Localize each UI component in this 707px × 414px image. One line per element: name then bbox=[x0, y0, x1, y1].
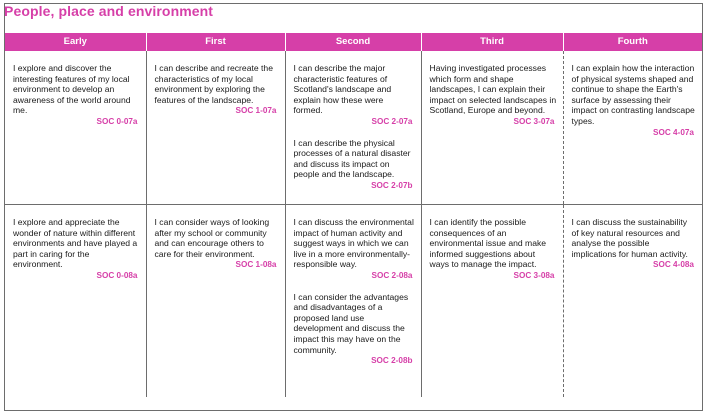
outcome-code: SOC 4-08a bbox=[653, 260, 694, 270]
outcome-code: SOC 3-07a bbox=[513, 116, 555, 126]
table-cell-early bbox=[5, 205, 146, 398]
table-cell-second bbox=[285, 205, 421, 398]
table-cell-third bbox=[421, 51, 563, 205]
outcome-text: I can discuss the sustainability of key natural resources and analyse the possible implications for human activity. bbox=[571, 217, 688, 259]
outcome-block bbox=[294, 138, 415, 192]
outcome-text: I can identify the possible consequences of an environmental issue and make informed suggestions about ways to manage the impact. bbox=[429, 217, 547, 270]
column-header-second: Second bbox=[285, 33, 421, 51]
table-cell-first bbox=[146, 205, 285, 398]
curriculum-table bbox=[5, 33, 702, 397]
outcome-code: SOC 1-08a bbox=[235, 260, 277, 270]
outcome-block bbox=[294, 292, 415, 367]
outcome-code: SOC 0-08a bbox=[96, 270, 138, 280]
outcome-code: SOC 0-07a bbox=[96, 116, 138, 126]
table-cell-early bbox=[5, 51, 146, 205]
table-cell-fourth bbox=[563, 205, 702, 398]
outcome-text: I can explain how the interaction of physical systems shaped and continue to shape the Earth's surface by assessing their impact on contrasting landscape types. bbox=[571, 63, 695, 126]
table-row bbox=[5, 205, 702, 398]
table-cell-third bbox=[421, 205, 563, 398]
page-title: People, place and environment bbox=[4, 3, 214, 19]
outcome-text: I can describe the major characteristic features of Scotland's landscape and explain how these were formed. bbox=[293, 63, 392, 116]
table-cell-fourth bbox=[563, 51, 702, 205]
outcome-code: SOC 2-08b bbox=[371, 356, 413, 366]
outcome-code: SOC 2-07b bbox=[371, 180, 413, 190]
outcome-code: SOC 1-07a bbox=[235, 106, 277, 116]
column-header-first: First bbox=[146, 33, 285, 51]
outcome-text: I explore and discover the interesting features of my local environment to develop an awareness of the world around me. bbox=[13, 63, 131, 116]
table-cell-first bbox=[146, 51, 285, 205]
outcome-code: SOC 2-08a bbox=[371, 270, 413, 280]
outcome-code: SOC 3-08a bbox=[513, 270, 555, 280]
column-header-fourth: Fourth bbox=[563, 33, 702, 51]
table-cell-second bbox=[285, 51, 421, 205]
outcome-text: Having investigated processes which form and shape landscapes, I can explain their impact on selected landscapes in Scotland, Europe and beyond. bbox=[429, 63, 557, 116]
outcome-text: I explore and appreciate the wonder of nature within different environments and have played a part in caring for the environment. bbox=[13, 217, 138, 270]
column-header-early: Early bbox=[5, 33, 146, 51]
outcome-text: I can consider the advantages and disadvantages of a proposed land use development and discuss the impact this may have on the community. bbox=[293, 291, 409, 355]
header-row bbox=[5, 33, 702, 51]
outcome-code: SOC 2-07a bbox=[371, 116, 413, 126]
outcome-text: I can consider ways of looking after my school or community and can encourage others to care for their environment. bbox=[154, 217, 270, 259]
outcome-text: I can describe the physical processes of a natural disaster and discuss its impact on people and the landscape. bbox=[293, 137, 411, 180]
outcome-text: I can describe and recreate the characteristics of my local environment by exploring the features of the landscape. bbox=[154, 63, 273, 105]
table-row bbox=[5, 51, 702, 205]
outcome-code: SOC 4-07a bbox=[653, 127, 694, 137]
column-header-third: Third bbox=[421, 33, 563, 51]
outcome-text: I can discuss the environmental impact of human activity and suggest ways in which we can live in a more environmentally-responsible way. bbox=[293, 217, 414, 270]
